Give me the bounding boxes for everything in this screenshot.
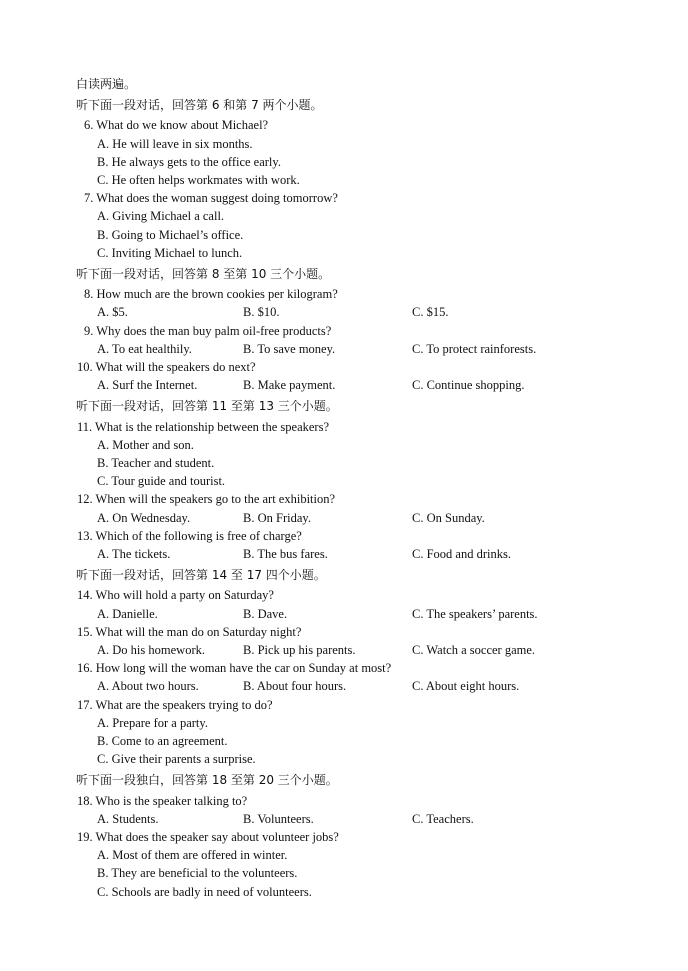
answer-option: A. Students.: [97, 811, 159, 826]
answer-option: C. Inviting Michael to lunch.: [97, 245, 243, 260]
answer-option: A. Do his homework.: [97, 643, 205, 657]
answer-option: C. Continue shopping.: [412, 378, 525, 393]
answer-option: B. Dave.: [243, 606, 288, 621]
answer-option: C. Tour guide and tourist.: [97, 474, 226, 489]
answer-option: C. Give their parents a surprise.: [97, 752, 256, 767]
answer-option: B. Pick up his parents.: [243, 643, 356, 657]
answer-option: C. $15.: [412, 305, 449, 320]
answer-option: A. Surf the Internet.: [97, 378, 198, 393]
section-heading: 听下面一段对话，回答第 8 至第 10 三个小题。: [76, 267, 331, 281]
question-stem: 9. Why does the man buy palm oil-free products?: [84, 323, 332, 338]
answer-option: C. The speakers’ parents.: [412, 606, 538, 621]
answer-option: C. Food and drinks.: [412, 547, 511, 561]
question-stem: 15. What will the man do on Saturday night?: [77, 624, 302, 639]
answer-option: B. Make payment.: [243, 378, 336, 393]
answer-option: C. Teachers.: [412, 811, 474, 826]
question-stem: 10. What will the speakers do next?: [77, 360, 256, 374]
question-stem: 11. What is the relationship between the speakers?: [77, 419, 330, 434]
answer-option: B. He always gets to the office early.: [97, 154, 281, 169]
answer-option: C. Watch a soccer game.: [412, 643, 536, 657]
answer-option: C. About eight hours.: [412, 679, 520, 694]
section-heading: 听下面一段对话，回答第 11 至第 13 三个小题。: [76, 399, 338, 414]
answer-option: B. Going to Michael’s office.: [97, 227, 244, 242]
question-stem: 19. What does the speaker say about volunteer jobs?: [77, 830, 339, 844]
answer-option: A. He will leave in six months.: [97, 136, 253, 151]
answer-option: A. Danielle.: [97, 606, 158, 621]
question-stem: 16. How long will the woman have the car on Sunday at most?: [77, 661, 392, 676]
answer-option: A. About two hours.: [97, 679, 199, 694]
section-heading: 听下面一段对话，回答第 6 和第 7 两个小题。: [76, 98, 323, 113]
intro-line: 白读两遍。: [76, 77, 137, 91]
answer-option: A. On Wednesday.: [97, 510, 191, 525]
answer-option: B. About four hours.: [243, 679, 347, 694]
answer-option: B. $10.: [243, 305, 280, 320]
question-stem: 13. Which of the following is free of charge?: [77, 528, 302, 543]
answer-option: A. Mother and son.: [97, 437, 194, 452]
answer-option: C. On Sunday.: [412, 510, 485, 525]
question-stem: 12. When will the speakers go to the art exhibition?: [77, 492, 336, 507]
question-stem: 14. Who will hold a party on Saturday?: [77, 588, 274, 603]
answer-option: B. Volunteers.: [243, 811, 314, 826]
answer-option: B. The bus fares.: [243, 547, 328, 561]
answer-option: A. Prepare for a party.: [97, 715, 208, 730]
answer-option: C. He often helps workmates with work.: [97, 173, 300, 187]
section-heading: 听下面一段对话，回答第 14 至 17 四个小题。: [76, 568, 326, 583]
answer-option: A. $5.: [97, 305, 128, 320]
question-stem: 7. What does the woman suggest doing tomorrow?: [84, 191, 338, 206]
answer-option: B. On Friday.: [243, 510, 311, 525]
answer-option: B. To save money.: [243, 341, 336, 356]
question-stem: 17. What are the speakers trying to do?: [77, 697, 273, 712]
answer-option: C. Schools are badly in need of volunteers.: [97, 884, 312, 899]
question-stem: 8. How much are the brown cookies per kilogram?: [84, 287, 338, 302]
answer-option: A. The tickets.: [97, 547, 171, 561]
answer-option: B. Teacher and student.: [97, 456, 215, 470]
answer-option: B. They are beneficial to the volunteers.: [97, 866, 298, 881]
answer-option: A. Giving Michael a call.: [97, 209, 225, 224]
answer-option: C. To protect rainforests.: [412, 341, 537, 356]
section-heading: 听下面一段独白，回答第 18 至第 20 三个小题。: [76, 773, 338, 788]
question-stem: 18. Who is the speaker talking to?: [77, 793, 248, 808]
answer-option: B. Come to an agreement.: [97, 734, 228, 748]
answer-option: A. Most of them are offered in winter.: [97, 848, 288, 863]
question-stem: 6. What do we know about Michael?: [84, 118, 269, 133]
answer-option: A. To eat healthily.: [97, 341, 192, 356]
